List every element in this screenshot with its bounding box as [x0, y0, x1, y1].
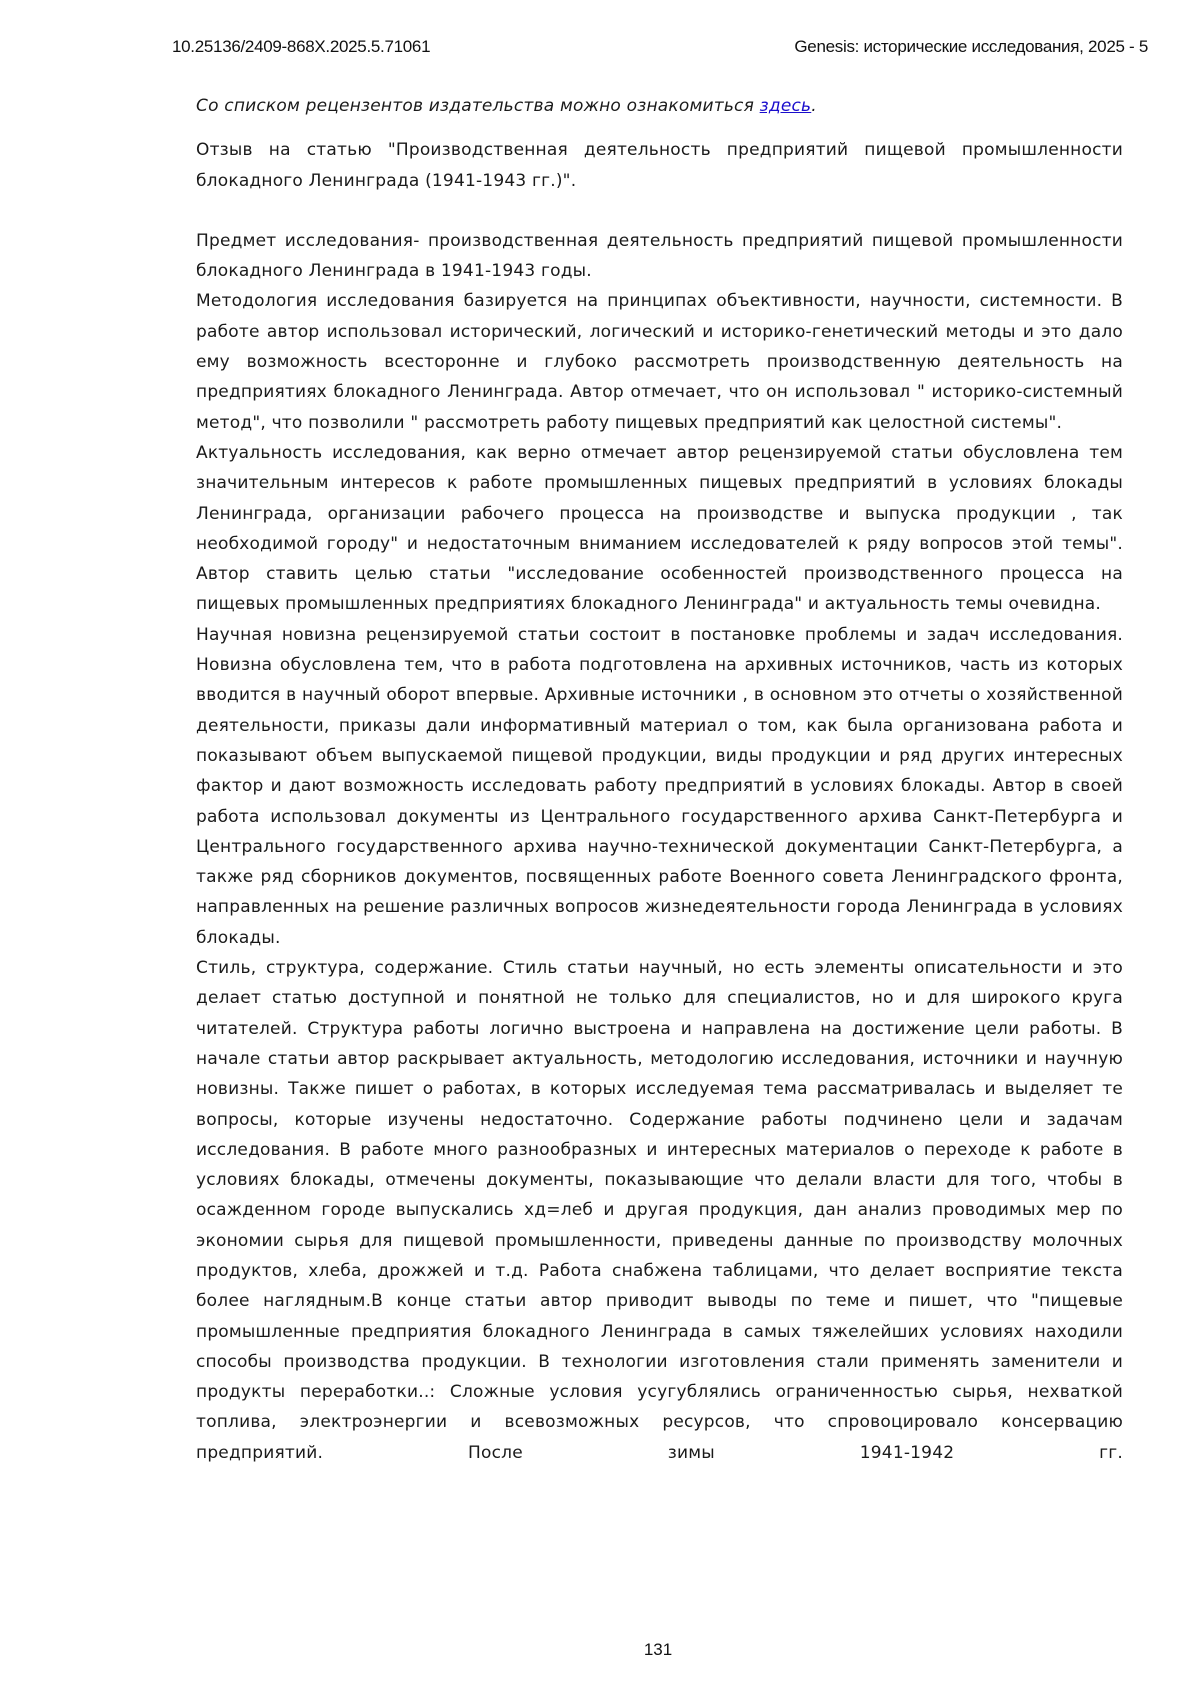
- doi-label: 10.25136/2409-868X.2025.5.71061: [172, 37, 431, 56]
- paragraph-novelty: Научная новизна рецензируемой статьи состоит в постановке проблемы и задач исследования. Новизна обусловлена тем, что в работа подготовлена на архивных источников, часть из которых вводится в научный оборот впервые. Архивные источники , в основном это отчеты о хозяйственной деятельности, приказы дали информативный материал о том, как была организована работа и показывают объем выпускаемой пищевой продукции, виды продукции и ряд других интересных фактор и дают возможность исследовать работу предприятий в условиях блокады. Автор в своей работа использовал документы из Центрального государственного архива Санкт-Петербурга и Центрального государственного архива научно-технической документации Санкт-Петербурга, а также ряд сборников документов, посвященных работе Военного совета Ленинградского фронта, направленных на решение различных вопросов жизнедеятельности города Ленинграда в условиях блокады.: [196, 624, 1123, 948]
- running-header: [172, 37, 1148, 61]
- review-title: Отзыв на статью "Производственная деятельность предприятий пищевой промышленности блокадного Ленинграда (1941-1943 гг.)".: [196, 140, 1123, 191]
- reviewers-note-end: .: [811, 96, 817, 116]
- reviewers-note-text: Со списком рецензентов издательства можно ознакомиться: [196, 96, 760, 116]
- review-body: [196, 91, 1123, 1468]
- reviewers-link[interactable]: здесь: [759, 96, 812, 116]
- journal-title: Genesis: исторические исследования, 2025 - 5: [794, 37, 1148, 56]
- paragraph-style-structure: Стиль, структура, содержание. Стиль статьи научный, но есть элементы описательности и это делает статью доступной и понятной не только для специалистов, но и для широкого круга читателей. Структура работы логично выстроена и направлена на достижение цели работы. В начале статьи автор раскрывает актуальность, методологию исследования, источники и научную новизны. Также пишет о работах, в которых исследуемая тема рассматривалась и выделяет те вопросы, которые изучены недостаточно. Содержание работы подчинено цели и задачам исследования. В работе много разнообразных и интересных материалов о переходе к работе в условиях блокады, отмечены документы, показывающие что делали власти для того, чтобы в осажденном городе выпускались хд=леб и другая продукция, дан анализ проводимых мер по экономии сырья для пищевой промышленности, приведены данные по производству молочных продуктов, хлеба, дрожжей и т.д. Работа снабжена таблицами, что делает восприятие текста более наглядным.В конце статьи автор приводит выводы по теме и пишет, что "пищевые промышленные предприятия блокадного Ленинграда в самых тяжелейших условиях находили способы производства продукции. В технологии изготовления стали применять заменители и продукты переработки..: Сложные условия усугублялись ограниченностью сырья, нехваткой топлива, электроэнергии и всевозможных ресурсов, что спровоцировало консервацию предприятий. После зимы 1941-1942 гг.: [196, 958, 1123, 1463]
- paragraph-methodology: Методология исследования базируется на принципах объективности, научности, системности. В работе автор использовал исторический, логический и историко-генетический методы и это дало ему возможность всесторонне и глубоко рассмотреть производственную деятельность на предприятиях блокадного Ленинграда. Автор отмечает, что он использовал " историко-системный метод", что позволили " рассмотреть работу пищевых предприятий как целостной системы".: [196, 291, 1123, 433]
- reviewers-note: [196, 91, 1123, 121]
- page-number: 131: [643, 1640, 673, 1659]
- paragraph-relevance: Актуальность исследования, как верно отмечает автор рецензируемой статьи обусловлена тем значительным интересов к работе промышленных пищевых предприятий в условиях блокады Ленинграда, организации рабочего процесса на производстве и выпуска продукции , так необходимой городу" и недостаточным вниманием исследователей к ряду вопросов этой темы". Автор ставить целью статьи "исследование особенностей производственного процесса на пищевых промышленных предприятиях блокадного Ленинграда" и актуальность темы очевидна.: [196, 442, 1123, 615]
- paragraph-subject: Предмет исследования- производственная деятельность предприятий пищевой промышленности блокадного Ленинграда в 1941-1943 годы.: [196, 230, 1123, 282]
